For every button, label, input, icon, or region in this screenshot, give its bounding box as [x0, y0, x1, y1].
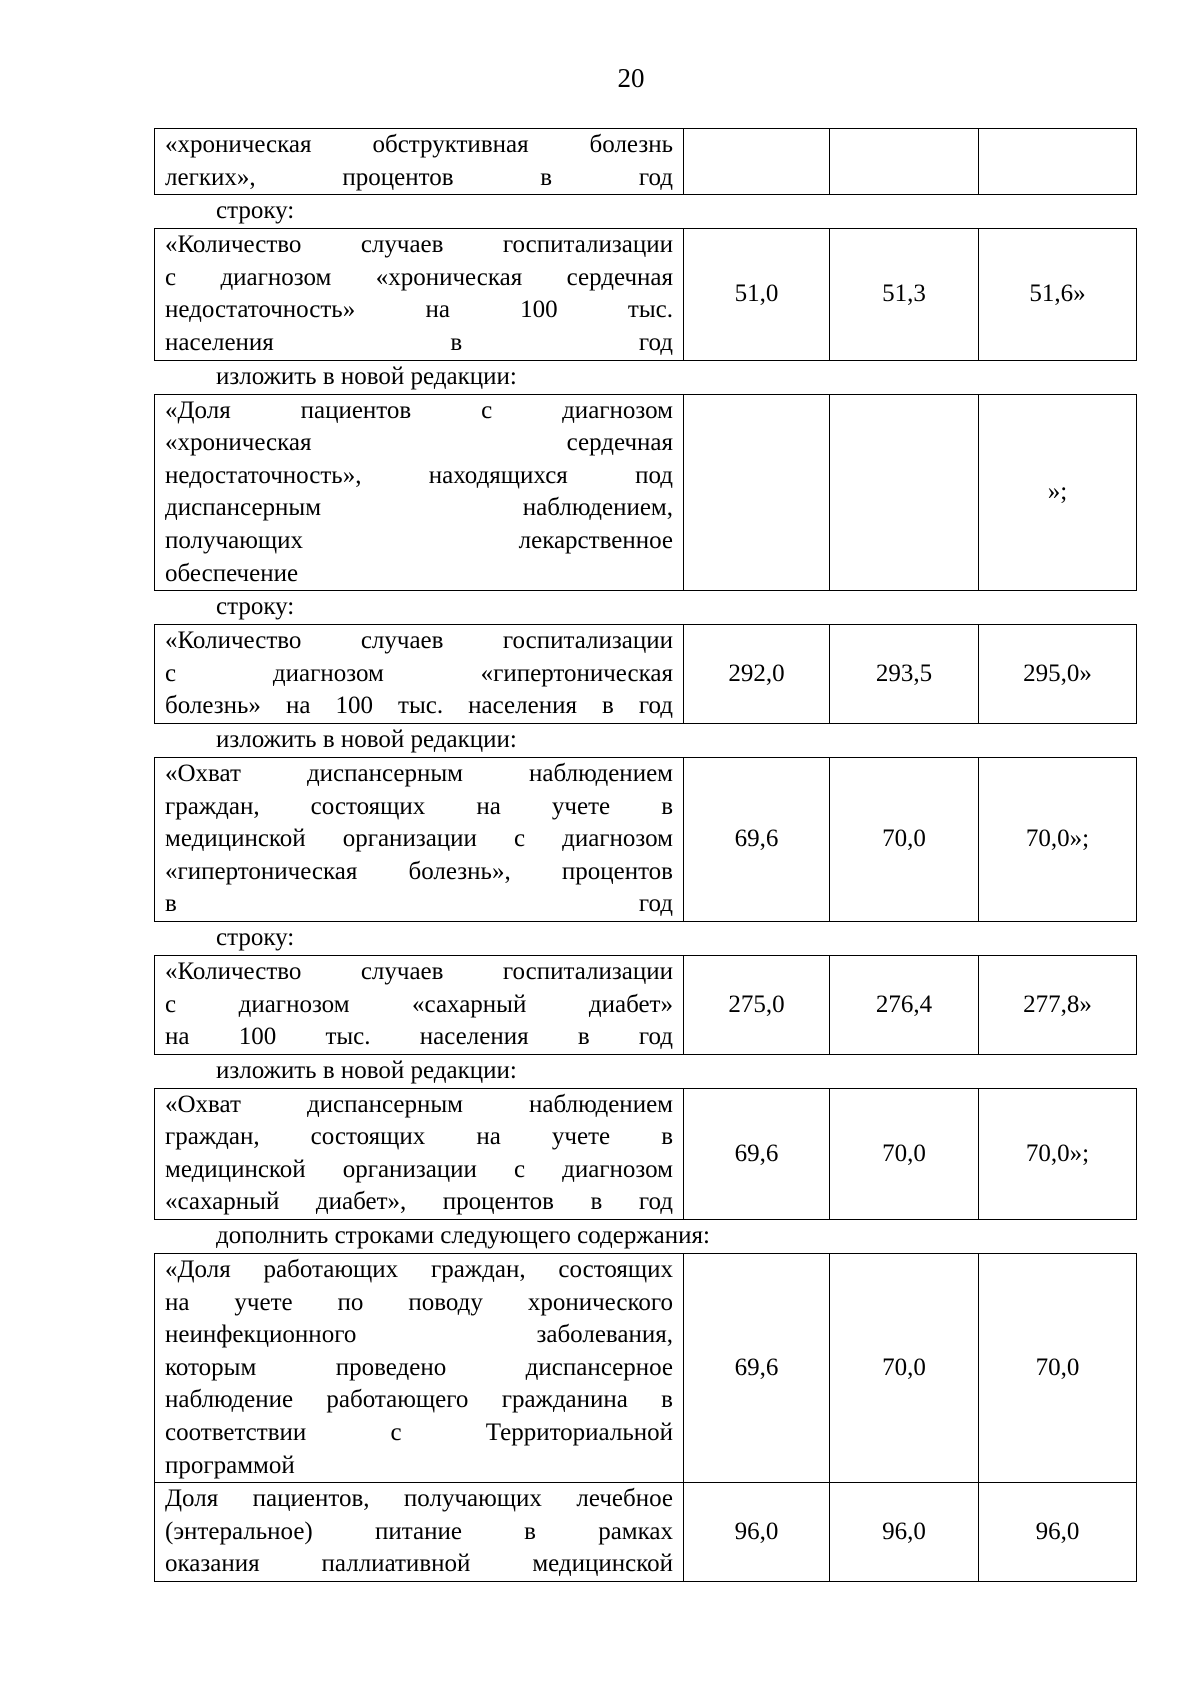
- indicator-table: [154, 757, 1137, 922]
- indicator-text-line: Доля пациентов, получающих лечебное: [165, 1485, 673, 1513]
- indicator-text-line: недостаточность» на 100 тыс.: [165, 296, 673, 324]
- value-cell-year-1: 69,6: [684, 1088, 830, 1219]
- value-cell-year-3: [979, 129, 1137, 195]
- indicator-text-line: медицинской организации с диагнозом: [165, 825, 673, 853]
- instruction-text: строку:: [216, 197, 295, 225]
- indicator-name-cell: [155, 129, 684, 195]
- indicator-text-line: обеспечение: [165, 559, 299, 587]
- indicator-text-line: граждан, состоящих на учете в: [165, 1123, 673, 1151]
- indicator-text-line: диспансерным наблюдением,: [165, 494, 673, 522]
- indicator-text-line: населения в год: [165, 328, 673, 356]
- indicator-name-cell: [155, 394, 684, 591]
- indicator-table: [154, 955, 1137, 1055]
- value-cell-year-2: 96,0: [830, 1483, 979, 1582]
- value-cell-year-3: 70,0»;: [979, 757, 1137, 921]
- indicator-name-cell: [155, 955, 684, 1054]
- value-cell-year-3: »;: [979, 394, 1137, 591]
- indicator-text-line: «гипертоническая болезнь», процентов: [165, 857, 673, 885]
- table-row: [155, 229, 1137, 360]
- value-cell-year-2: 51,3: [830, 229, 979, 360]
- indicator-text-line: наблюдение работающего гражданина в: [165, 1386, 673, 1414]
- indicator-text-line: «Доля работающих граждан, состоящих: [165, 1256, 673, 1284]
- indicator-text-line: «Охват диспансерным наблюдением: [165, 1090, 673, 1118]
- value-cell-year-2: 293,5: [830, 625, 979, 724]
- indicator-text-line: «хроническая сердечная: [165, 429, 673, 457]
- table-row: [155, 129, 1137, 195]
- value-cell-year-2: 70,0: [830, 1254, 979, 1483]
- indicator-table: [154, 228, 1137, 360]
- indicator-name-cell: [155, 1483, 684, 1582]
- instruction-text: строку:: [216, 923, 295, 951]
- indicator-text-line: «Количество случаев госпитализации: [165, 957, 673, 985]
- value-cell-year-2: [830, 129, 979, 195]
- page-number: 20: [617, 63, 645, 93]
- indicator-text-line: медицинской организации с диагнозом: [165, 1155, 673, 1183]
- indicator-name-cell: [155, 229, 684, 360]
- table-row: [155, 955, 1137, 1054]
- instruction-text: изложить в новой редакции:: [216, 1056, 517, 1084]
- indicator-table: [154, 1253, 1137, 1582]
- instruction-text: изложить в новой редакции:: [216, 362, 517, 390]
- table-row: [155, 1254, 1137, 1483]
- indicator-text-line: «Доля пациентов с диагнозом: [165, 396, 673, 424]
- indicator-name-cell: [155, 1088, 684, 1219]
- indicator-text-line: на учете по поводу хронического: [165, 1288, 673, 1316]
- indicator-text-line: недостаточность», находящихся под: [165, 461, 673, 489]
- value-cell-year-1: 292,0: [684, 625, 830, 724]
- value-cell-year-1: [684, 129, 830, 195]
- indicator-text-line: «Количество случаев госпитализации: [165, 231, 673, 259]
- indicator-text-line: «сахарный диабет», процентов в год: [165, 1188, 673, 1216]
- document-body: [154, 128, 1114, 1582]
- indicator-name-cell: [155, 1254, 684, 1483]
- value-cell-year-3: 51,6»: [979, 229, 1137, 360]
- indicator-text-line: «Количество случаев госпитализации: [165, 627, 673, 655]
- indicator-text-line: легких», процентов в год: [165, 163, 673, 191]
- indicator-text-line: получающих лекарственное: [165, 526, 673, 554]
- indicator-text-line: «хроническая обструктивная болезнь: [165, 131, 673, 158]
- value-cell-year-3: 295,0»: [979, 625, 1137, 724]
- value-cell-year-1: [684, 394, 830, 591]
- indicator-text-line: «Охват диспансерным наблюдением: [165, 759, 673, 787]
- indicator-text-line: в год: [165, 890, 673, 918]
- instruction-text: дополнить строками следующего содержания:: [216, 1222, 710, 1250]
- indicator-text-line: на 100 тыс. населения в год: [165, 1023, 673, 1051]
- value-cell-year-1: 51,0: [684, 229, 830, 360]
- table-row: [155, 625, 1137, 724]
- indicator-table: [154, 394, 1137, 592]
- indicator-name-cell: [155, 625, 684, 724]
- indicator-table: [154, 128, 1137, 195]
- value-cell-year-2: 276,4: [830, 955, 979, 1054]
- value-cell-year-3: 96,0: [979, 1483, 1137, 1582]
- value-cell-year-3: 70,0: [979, 1254, 1137, 1483]
- value-cell-year-2: 70,0: [830, 757, 979, 921]
- indicator-text-line: граждан, состоящих на учете в: [165, 792, 673, 820]
- indicator-table: [154, 1088, 1137, 1220]
- value-cell-year-3: 277,8»: [979, 955, 1137, 1054]
- value-cell-year-1: 96,0: [684, 1483, 830, 1582]
- value-cell-year-2: 70,0: [830, 1088, 979, 1219]
- value-cell-year-1: 69,6: [684, 1254, 830, 1483]
- indicator-text-line: (энтеральное) питание в рамках: [165, 1517, 673, 1545]
- table-row: [155, 1088, 1137, 1219]
- table-row: [155, 1483, 1137, 1582]
- value-cell-year-2: [830, 394, 979, 591]
- indicator-text-line: программой: [165, 1451, 295, 1479]
- value-cell-year-3: 70,0»;: [979, 1088, 1137, 1219]
- indicator-text-line: с диагнозом «хроническая сердечная: [165, 263, 673, 291]
- indicator-text-line: оказания паллиативной медицинской: [165, 1550, 673, 1578]
- value-cell-year-1: 69,6: [684, 757, 830, 921]
- indicator-name-cell: [155, 757, 684, 921]
- indicator-text-line: с диагнозом «гипертоническая: [165, 659, 673, 687]
- indicator-text-line: которым проведено диспансерное: [165, 1353, 673, 1381]
- indicator-text-line: неинфекционного заболевания,: [165, 1321, 673, 1349]
- indicator-table: [154, 624, 1137, 724]
- instruction-text: строку:: [216, 593, 295, 621]
- table-row: [155, 394, 1137, 591]
- indicator-text-line: болезнь» на 100 тыс. населения в год: [165, 692, 673, 720]
- table-row: [155, 757, 1137, 921]
- indicator-text-line: с диагнозом «сахарный диабет»: [165, 990, 673, 1018]
- indicator-text-line: соответствии с Территориальной: [165, 1419, 673, 1447]
- value-cell-year-1: 275,0: [684, 955, 830, 1054]
- instruction-text: изложить в новой редакции:: [216, 725, 517, 753]
